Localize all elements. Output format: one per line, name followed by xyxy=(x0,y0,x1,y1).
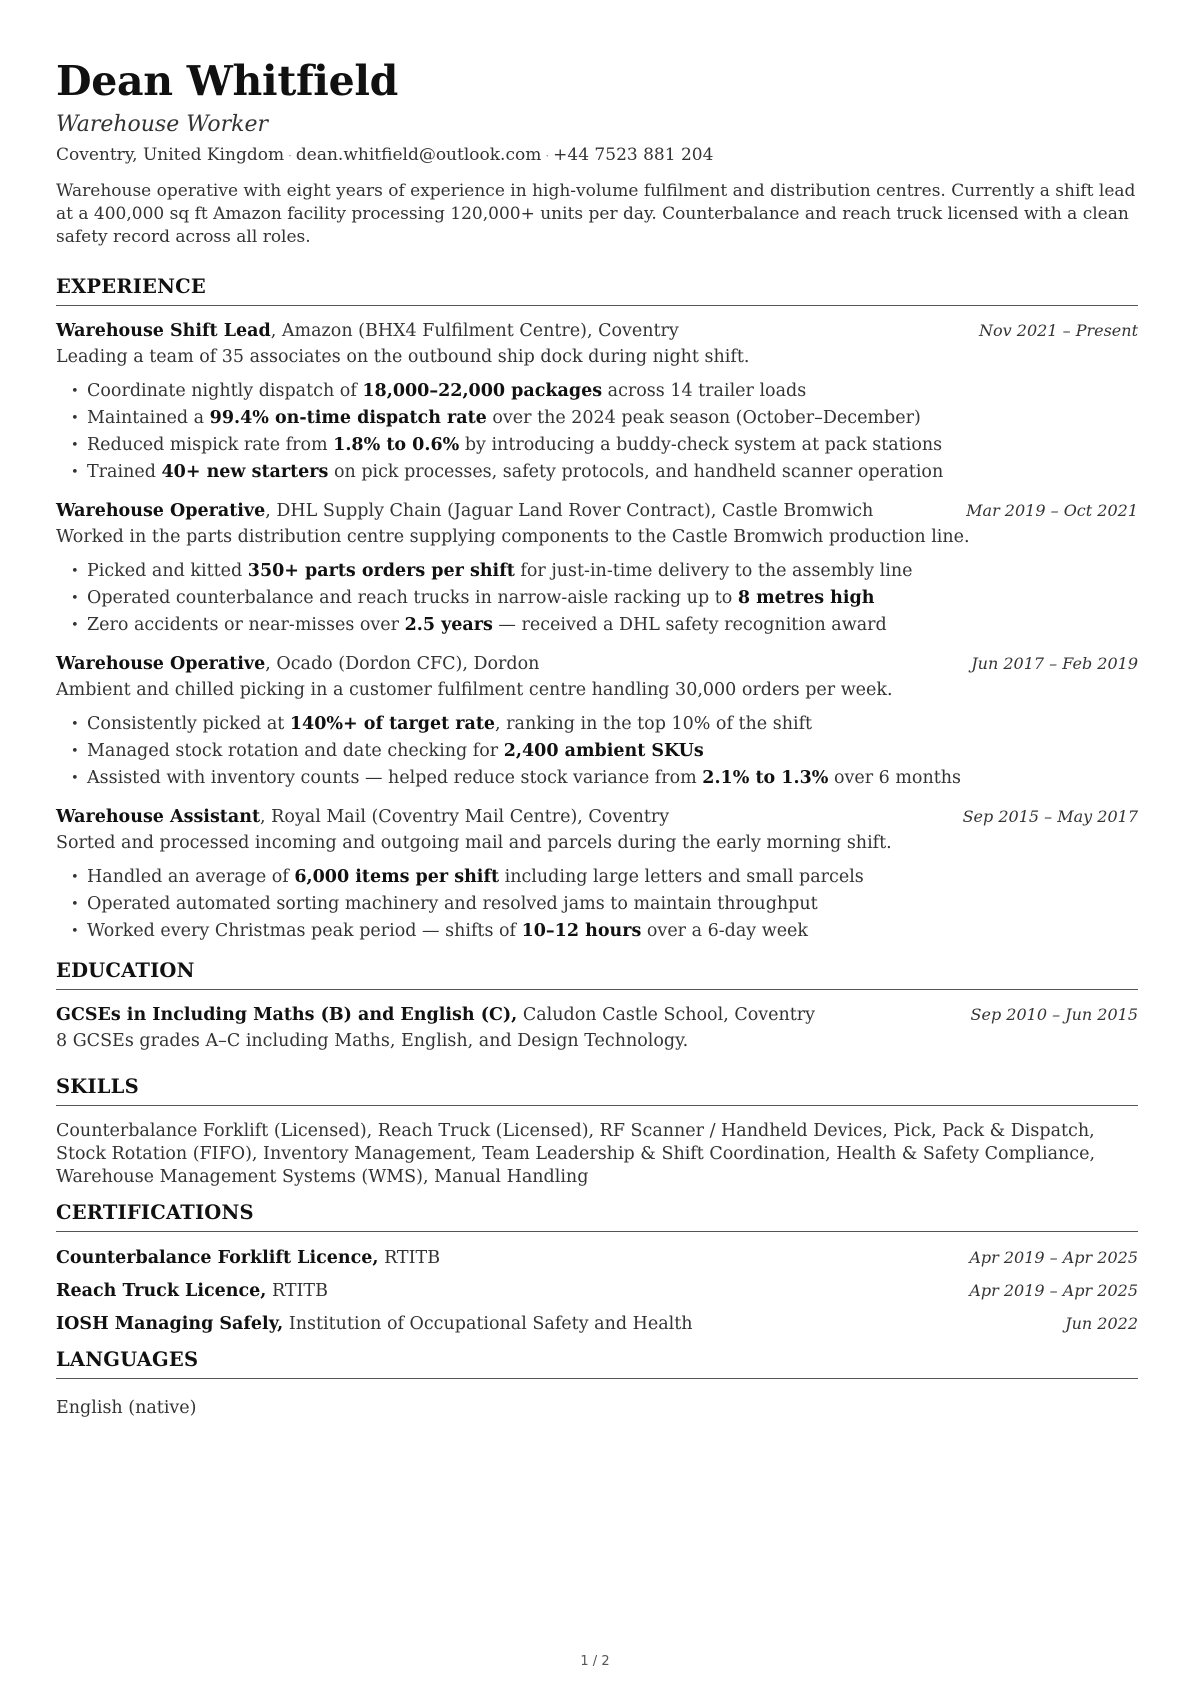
section-title: LANGUAGES xyxy=(56,1348,1138,1379)
bullet-item: • Picked and kitted 350+ parts orders per shift for just-in-time delivery to the assembly line xyxy=(87,558,1138,585)
education-entry xyxy=(56,1004,1138,1053)
bullet-item: • Coordinate nightly dispatch of 18,000–22,000 packages across 14 trailer loads xyxy=(87,378,1138,405)
resume-page xyxy=(56,58,1138,1420)
skills-list: Counterbalance Forklift (Licensed), Reach Truck (Licensed), RF Scanner / Handheld Devices, Pick, Pack & Dispatch, Stock Rotation (FIFO), Inventory Management, Team Leadership & Shift Coordination, Health & Safety Compliance, Warehouse Management Systems (WMS), Manual Handling xyxy=(56,1121,1096,1187)
job-employer: , DHL Supply Chain (Jaguar Land Rover Contract), Castle Bromwich xyxy=(265,501,874,521)
certification-name: Reach Truck Licence, xyxy=(56,1281,267,1301)
certifications-section xyxy=(56,1201,1138,1336)
education-section xyxy=(56,959,1138,1053)
job-role: Warehouse Operative xyxy=(56,501,266,521)
entry-description: Ambient and chilled picking in a customer fulfilment centre handling 30,000 orders per week. xyxy=(56,680,893,700)
candidate-name: Dean Whitfield xyxy=(56,57,398,105)
bullet-item: • Managed stock rotation and date checking for 2,400 ambient SKUs xyxy=(87,738,1138,765)
certification-issuer: RTITB xyxy=(266,1281,328,1301)
section-title: SKILLS xyxy=(56,1075,1138,1106)
contact-line xyxy=(56,144,1138,167)
job-title: Warehouse Worker xyxy=(56,112,268,137)
certification-list xyxy=(56,1246,1138,1336)
degree: GCSEs in Including Maths (B) and English (C), xyxy=(56,1005,518,1025)
entry-title xyxy=(56,500,873,523)
page-number: 1 / 2 xyxy=(580,1654,610,1669)
certification-item xyxy=(56,1312,1138,1336)
bullet-item: • Maintained a 99.4% on-time dispatch rate over the 2024 peak season (October–December) xyxy=(87,405,1138,432)
entry-title xyxy=(56,320,679,343)
certification-name: Counterbalance Forklift Licence, xyxy=(56,1248,379,1268)
entry-title xyxy=(56,653,539,676)
job-employer: , Ocado (Dordon CFC), Dordon xyxy=(265,654,540,674)
bullet-list xyxy=(56,378,1138,486)
languages-list: English (native) xyxy=(56,1398,197,1418)
bullet-item: • Consistently picked at 140%+ of target rate, ranking in the top 10% of the shift xyxy=(87,711,1138,738)
experience-section xyxy=(56,275,1138,945)
job-employer: , Royal Mail (Coventry Mail Centre), Coventry xyxy=(260,807,670,827)
job-role: Warehouse Shift Lead xyxy=(56,321,271,341)
section-title: CERTIFICATIONS xyxy=(56,1201,1138,1232)
experience-entry xyxy=(56,500,1138,639)
contact-separator: · xyxy=(288,149,292,163)
entry-description: Leading a team of 35 associates on the outbound ship dock during night shift. xyxy=(56,347,750,367)
bullet-item: • Operated automated sorting machinery and resolved jams to maintain throughput xyxy=(87,891,1138,918)
job-role: Warehouse Assistant xyxy=(56,807,261,827)
bullet-item: • Trained 40+ new starters on pick processes, safety protocols, and handheld scanner operation xyxy=(87,459,1138,486)
job-role: Warehouse Operative xyxy=(56,654,266,674)
bullet-list xyxy=(56,864,1138,945)
experience-entry xyxy=(56,320,1138,486)
section-title: EDUCATION xyxy=(56,959,1138,990)
certification-dates: Apr 2019 – Apr 2025 xyxy=(969,1281,1138,1300)
phone-number[interactable]: +44 7523 881 204 xyxy=(553,145,714,165)
entry-description: Worked in the parts distribution centre supplying components to the Castle Bromwich production line. xyxy=(56,527,970,547)
entry-title xyxy=(56,1004,815,1027)
experience-entry xyxy=(56,653,1138,792)
entry-dates: Mar 2019 – Oct 2021 xyxy=(966,501,1138,520)
certification-dates: Jun 2022 xyxy=(1065,1314,1138,1333)
email-link[interactable]: dean.whitfield@outlook.com xyxy=(295,145,542,165)
school: Caludon Castle School, Coventry xyxy=(517,1005,816,1025)
skills-section xyxy=(56,1075,1138,1189)
certification-name: IOSH Managing Safely, xyxy=(56,1314,284,1334)
bullet-item: • Zero accidents or near-misses over 2.5 years — received a DHL safety recognition award xyxy=(87,612,1138,639)
certification-item xyxy=(56,1279,1138,1303)
bullet-item: • Worked every Christmas peak period — shifts of 10–12 hours over a 6-day week xyxy=(87,918,1138,945)
entry-dates: Sep 2015 – May 2017 xyxy=(962,807,1138,826)
entry-dates: Nov 2021 – Present xyxy=(979,321,1138,340)
bullet-list xyxy=(56,711,1138,792)
section-title: EXPERIENCE xyxy=(56,275,1138,306)
entry-title xyxy=(56,806,669,829)
entry-dates: Sep 2010 – Jun 2015 xyxy=(970,1005,1138,1024)
certification-dates: Apr 2019 – Apr 2025 xyxy=(969,1248,1138,1267)
job-employer: , Amazon (BHX4 Fulfilment Centre), Coventry xyxy=(270,321,679,341)
contact-separator: · xyxy=(545,149,550,163)
certification-item xyxy=(56,1246,1138,1270)
certification-issuer: RTITB xyxy=(378,1248,441,1268)
bullet-list xyxy=(56,558,1138,639)
profile-summary: Warehouse operative with eight years of experience in high-volume fulfilment and distribution centres. Currently a shift lead at a 400,000 sq ft Amazon facility processing 120,000+ units per day. Counterbalance and reach truck licensed with a clean safety record across all roles. xyxy=(56,181,1136,247)
certification-issuer: Institution of Occupational Safety and Health xyxy=(283,1314,693,1334)
languages-section xyxy=(56,1348,1138,1420)
bullet-item: • Reduced mispick rate from 1.8% to 0.6% by introducing a buddy-check system at pack stations xyxy=(87,432,1138,459)
entry-description: 8 GCSEs grades A–C including Maths, English, and Design Technology. xyxy=(56,1031,689,1051)
bullet-item: • Handled an average of 6,000 items per shift including large letters and small parcels xyxy=(87,864,1138,891)
bullet-item: • Operated counterbalance and reach trucks in narrow-aisle racking up to 8 metres high xyxy=(87,585,1138,612)
entry-dates: Jun 2017 – Feb 2019 xyxy=(971,654,1138,673)
bullet-item: • Assisted with inventory counts — helped reduce stock variance from 2.1% to 1.3% over 6 months xyxy=(87,765,1138,792)
location: Coventry, United Kingdom xyxy=(56,145,285,165)
experience-entry xyxy=(56,806,1138,945)
entry-description: Sorted and processed incoming and outgoing mail and parcels during the early morning shift. xyxy=(56,833,892,853)
